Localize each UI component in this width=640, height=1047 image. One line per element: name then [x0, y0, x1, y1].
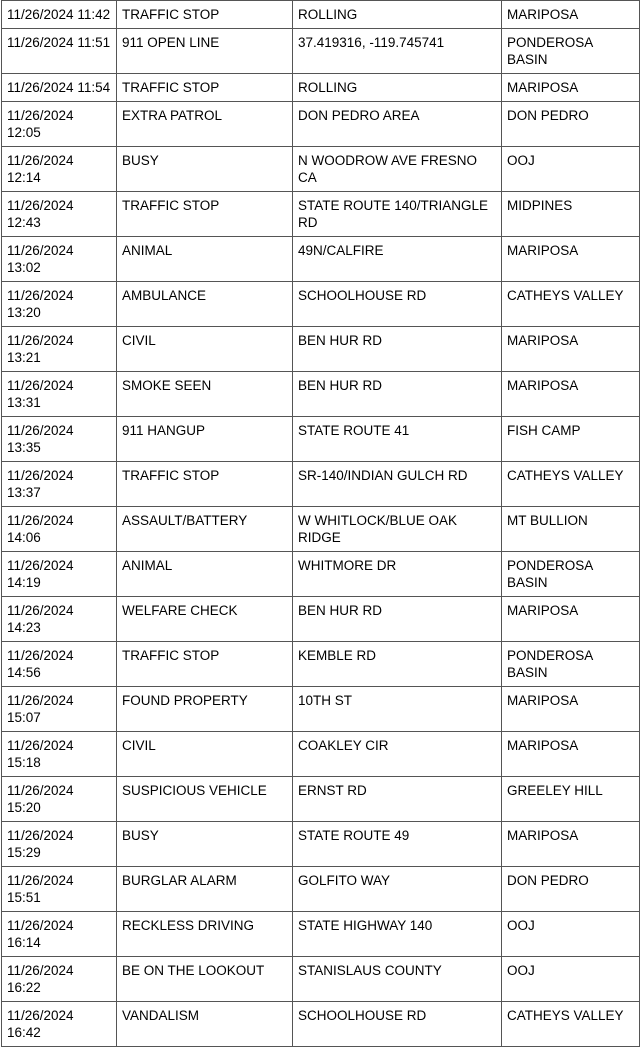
area-cell: CATHEYS VALLEY: [502, 282, 640, 327]
incident-type-cell: 911 OPEN LINE: [117, 29, 293, 74]
incident-type-cell: CIVIL: [117, 732, 293, 777]
table-row: [2, 372, 640, 417]
incident-type-cell: ASSAULT/BATTERY: [117, 507, 293, 552]
incident-type-cell: AMBULANCE: [117, 282, 293, 327]
area-cell: MARIPOSA: [502, 237, 640, 282]
location-cell: BEN HUR RD: [293, 597, 502, 642]
table-row: [2, 102, 640, 147]
table-row: [2, 687, 640, 732]
location-cell: BEN HUR RD: [293, 327, 502, 372]
area-cell: MIDPINES: [502, 192, 640, 237]
date-time-cell: 11/26/2024 14:19: [2, 552, 117, 597]
location-cell: STANISLAUS COUNTY: [293, 957, 502, 1002]
date-time-cell: 11/26/2024 12:43: [2, 192, 117, 237]
date-time-cell: 11/26/2024 12:05: [2, 102, 117, 147]
area-cell: CATHEYS VALLEY: [502, 1002, 640, 1047]
area-cell: MARIPOSA: [502, 74, 640, 102]
area-cell: MARIPOSA: [502, 687, 640, 732]
date-time-cell: 11/26/2024 12:14: [2, 147, 117, 192]
area-cell: GREELEY HILL: [502, 777, 640, 822]
area-cell: DON PEDRO: [502, 102, 640, 147]
table-row: [2, 822, 640, 867]
incident-type-cell: 911 HANGUP: [117, 417, 293, 462]
location-cell: W WHITLOCK/BLUE OAK RIDGE: [293, 507, 502, 552]
date-time-cell: 11/26/2024 15:51: [2, 867, 117, 912]
date-time-cell: 11/26/2024 14:23: [2, 597, 117, 642]
area-cell: CATHEYS VALLEY: [502, 462, 640, 507]
location-cell: 37.419316, -119.745741: [293, 29, 502, 74]
area-cell: OOJ: [502, 957, 640, 1002]
area-cell: MARIPOSA: [502, 1, 640, 29]
location-cell: STATE HIGHWAY 140: [293, 912, 502, 957]
incident-type-cell: BURGLAR ALARM: [117, 867, 293, 912]
table-row: [2, 732, 640, 777]
table-row: [2, 237, 640, 282]
table-row: [2, 147, 640, 192]
incident-type-cell: VANDALISM: [117, 1002, 293, 1047]
table-row: [2, 74, 640, 102]
incident-type-cell: SUSPICIOUS VEHICLE: [117, 777, 293, 822]
area-cell: MARIPOSA: [502, 822, 640, 867]
location-cell: ROLLING: [293, 74, 502, 102]
table-row: [2, 1, 640, 29]
date-time-cell: 11/26/2024 15:20: [2, 777, 117, 822]
location-cell: 49N/CALFIRE: [293, 237, 502, 282]
area-cell: MARIPOSA: [502, 327, 640, 372]
incident-type-cell: EXTRA PATROL: [117, 102, 293, 147]
table-row: [2, 957, 640, 1002]
incident-type-cell: ANIMAL: [117, 237, 293, 282]
location-cell: ROLLING: [293, 1, 502, 29]
area-cell: OOJ: [502, 912, 640, 957]
incident-type-cell: CIVIL: [117, 327, 293, 372]
incident-log-table: [1, 0, 640, 1047]
area-cell: MARIPOSA: [502, 372, 640, 417]
date-time-cell: 11/26/2024 14:56: [2, 642, 117, 687]
table-row: [2, 327, 640, 372]
date-time-cell: 11/26/2024 15:18: [2, 732, 117, 777]
date-time-cell: 11/26/2024 13:20: [2, 282, 117, 327]
incident-type-cell: TRAFFIC STOP: [117, 192, 293, 237]
table-row: [2, 552, 640, 597]
incident-type-cell: ANIMAL: [117, 552, 293, 597]
area-cell: MT BULLION: [502, 507, 640, 552]
area-cell: OOJ: [502, 147, 640, 192]
location-cell: SR-140/INDIAN GULCH RD: [293, 462, 502, 507]
location-cell: BEN HUR RD: [293, 372, 502, 417]
table-row: [2, 867, 640, 912]
location-cell: GOLFITO WAY: [293, 867, 502, 912]
area-cell: MARIPOSA: [502, 732, 640, 777]
date-time-cell: 11/26/2024 13:02: [2, 237, 117, 282]
location-cell: COAKLEY CIR: [293, 732, 502, 777]
incident-type-cell: TRAFFIC STOP: [117, 642, 293, 687]
date-time-cell: 11/26/2024 15:29: [2, 822, 117, 867]
area-cell: PONDEROSA BASIN: [502, 29, 640, 74]
location-cell: STATE ROUTE 49: [293, 822, 502, 867]
incident-type-cell: TRAFFIC STOP: [117, 462, 293, 507]
table-row: [2, 282, 640, 327]
table-row: [2, 642, 640, 687]
table-row: [2, 29, 640, 74]
location-cell: STATE ROUTE 41: [293, 417, 502, 462]
date-time-cell: 11/26/2024 11:42: [2, 1, 117, 29]
incident-type-cell: TRAFFIC STOP: [117, 74, 293, 102]
area-cell: PONDEROSA BASIN: [502, 642, 640, 687]
date-time-cell: 11/26/2024 16:22: [2, 957, 117, 1002]
area-cell: DON PEDRO: [502, 867, 640, 912]
location-cell: N WOODROW AVE FRESNO CA: [293, 147, 502, 192]
incident-type-cell: TRAFFIC STOP: [117, 1, 293, 29]
location-cell: SCHOOLHOUSE RD: [293, 282, 502, 327]
area-cell: FISH CAMP: [502, 417, 640, 462]
location-cell: KEMBLE RD: [293, 642, 502, 687]
table-row: [2, 597, 640, 642]
table-row: [2, 912, 640, 957]
location-cell: DON PEDRO AREA: [293, 102, 502, 147]
date-time-cell: 11/26/2024 13:35: [2, 417, 117, 462]
area-cell: MARIPOSA: [502, 597, 640, 642]
table-row: [2, 507, 640, 552]
location-cell: STATE ROUTE 140/TRIANGLE RD: [293, 192, 502, 237]
date-time-cell: 11/26/2024 13:37: [2, 462, 117, 507]
date-time-cell: 11/26/2024 16:42: [2, 1002, 117, 1047]
date-time-cell: 11/26/2024 13:31: [2, 372, 117, 417]
date-time-cell: 11/26/2024 11:54: [2, 74, 117, 102]
location-cell: SCHOOLHOUSE RD: [293, 1002, 502, 1047]
table-row: [2, 417, 640, 462]
incident-type-cell: WELFARE CHECK: [117, 597, 293, 642]
table-row: [2, 777, 640, 822]
incident-type-cell: BUSY: [117, 147, 293, 192]
incident-type-cell: BUSY: [117, 822, 293, 867]
location-cell: WHITMORE DR: [293, 552, 502, 597]
incident-log-body: [2, 1, 640, 1047]
incident-type-cell: RECKLESS DRIVING: [117, 912, 293, 957]
area-cell: PONDEROSA BASIN: [502, 552, 640, 597]
incident-type-cell: SMOKE SEEN: [117, 372, 293, 417]
date-time-cell: 11/26/2024 11:51: [2, 29, 117, 74]
table-row: [2, 462, 640, 507]
location-cell: ERNST RD: [293, 777, 502, 822]
date-time-cell: 11/26/2024 13:21: [2, 327, 117, 372]
date-time-cell: 11/26/2024 16:14: [2, 912, 117, 957]
table-row: [2, 1002, 640, 1047]
incident-type-cell: FOUND PROPERTY: [117, 687, 293, 732]
table-row: [2, 192, 640, 237]
date-time-cell: 11/26/2024 14:06: [2, 507, 117, 552]
location-cell: 10TH ST: [293, 687, 502, 732]
date-time-cell: 11/26/2024 15:07: [2, 687, 117, 732]
incident-type-cell: BE ON THE LOOKOUT: [117, 957, 293, 1002]
